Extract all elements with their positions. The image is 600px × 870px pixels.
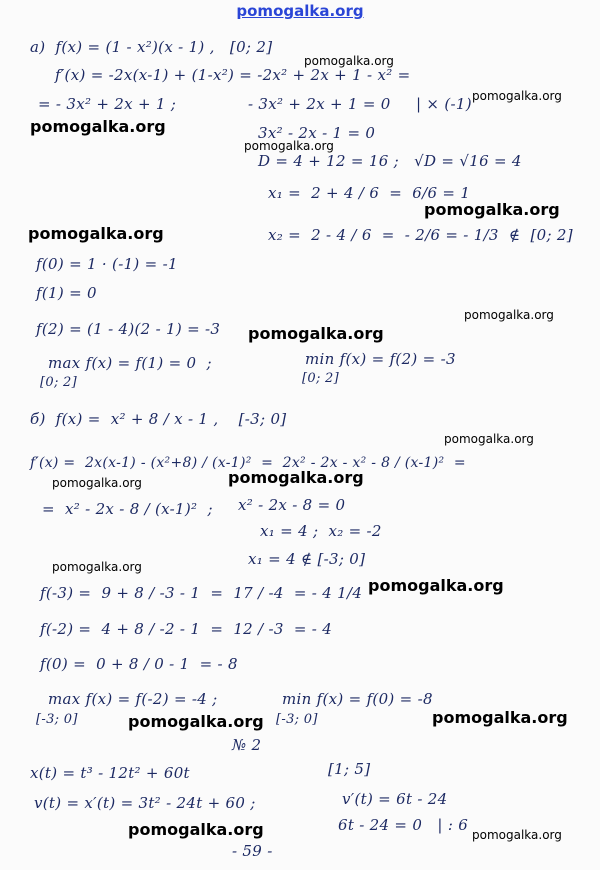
discriminant-line: D = 4 + 12 = 16 ; √D = √16 = 4 [258, 152, 522, 170]
time-interval: [1; 5] [328, 760, 371, 778]
derivative-b-line-2: = x² - 2x - 8 / (x-1)² ; [42, 500, 213, 518]
watermark: pomogalka.org [128, 820, 264, 839]
problem-2-heading: № 2 [232, 736, 262, 754]
f-at-2: f(2) = (1 - 4)(2 - 1) = -3 [36, 320, 221, 338]
root-x2: x₂ = 2 - 4 / 6 = - 2/6 = - 1/3 ∉ [0; 2] [268, 226, 573, 244]
page-number: - 59 - [232, 842, 273, 860]
velocity-function: v(t) = x′(t) = 3t² - 24t + 60 ; [34, 794, 256, 812]
watermark: pomogalka.org [228, 468, 364, 487]
watermark: pomogalka.org [244, 139, 334, 153]
max-interval-a: [0; 2] [40, 375, 77, 390]
problem-a-function: a) f(x) = (1 - x²)(x - 1) , [0; 2] [30, 38, 273, 56]
problem-b-function: б) f(x) = x² + 8 / x - 1 , [-3; 0] [30, 410, 287, 428]
root-excluded-b: x₁ = 4 ∉ [-3; 0] [248, 550, 366, 568]
derivative-line-1: f′(x) = -2x(x-1) + (1-x²) = -2x² + 2x + 1 - x² = [55, 66, 411, 84]
f-at-0-b: f(0) = 0 + 8 / 0 - 1 = - 8 [40, 655, 238, 673]
f-at-1: f(1) = 0 [36, 284, 97, 302]
watermark: pomogalka.org [368, 576, 504, 595]
watermark: pomogalka.org [304, 54, 394, 68]
watermark: pomogalka.org [30, 117, 166, 136]
velocity-derivative: v′(t) = 6t - 24 [342, 790, 448, 808]
f-at-0: f(0) = 1 · (-1) = -1 [36, 255, 178, 273]
watermark: pomogalka.org [472, 89, 562, 103]
roots-b: x₁ = 4 ; x₂ = -2 [260, 522, 382, 540]
derivative-line-2: = - 3x² + 2x + 1 ; [38, 95, 177, 113]
watermark: pomogalka.org [248, 324, 384, 343]
watermark: pomogalka.org [464, 308, 554, 322]
watermark: pomogalka.org [52, 476, 142, 490]
derivative-b-line-1: f′(x) = 2x(x-1) - (x²+8) / (x-1)² = 2x² - 2x - x² - 8 / (x-1)² = [30, 455, 466, 471]
site-header-link[interactable]: pomogalka.org [236, 2, 364, 20]
f-at-minus-3: f(-3) = 9 + 8 / -3 - 1 = 17 / -4 = - 4 1/4 [40, 584, 363, 602]
watermark: pomogalka.org [52, 560, 142, 574]
root-x1: x₁ = 2 + 4 / 6 = 6/6 = 1 [268, 184, 471, 202]
max-value-b: max f(x) = f(-2) = -4 ; [48, 690, 218, 708]
watermark: pomogalka.org [444, 432, 534, 446]
critical-point-equation: 6t - 24 = 0 | : 6 [338, 816, 469, 834]
site-header[interactable] [0, 2, 600, 20]
f-at-minus-2: f(-2) = 4 + 8 / -2 - 1 = 12 / -3 = - 4 [40, 620, 333, 638]
max-value-a: max f(x) = f(1) = 0 ; [48, 354, 212, 372]
equation-b: x² - 2x - 8 = 0 [238, 496, 346, 514]
equation-line: - 3x² + 2x + 1 = 0 | × (-1) [248, 95, 472, 113]
watermark: pomogalka.org [472, 828, 562, 842]
watermark: pomogalka.org [432, 708, 568, 727]
watermark: pomogalka.org [128, 712, 264, 731]
min-interval-b: [-3; 0] [276, 712, 318, 727]
watermark: pomogalka.org [424, 200, 560, 219]
min-value-b: min f(x) = f(0) = -8 [282, 690, 433, 708]
max-interval-b: [-3; 0] [36, 712, 78, 727]
min-value-a: min f(x) = f(2) = -3 [305, 350, 456, 368]
watermark: pomogalka.org [28, 224, 164, 243]
quadratic-equation: 3x² - 2x - 1 = 0 [258, 124, 376, 142]
position-function: x(t) = t³ - 12t² + 60t [30, 764, 190, 782]
min-interval-a: [0; 2] [302, 371, 339, 386]
